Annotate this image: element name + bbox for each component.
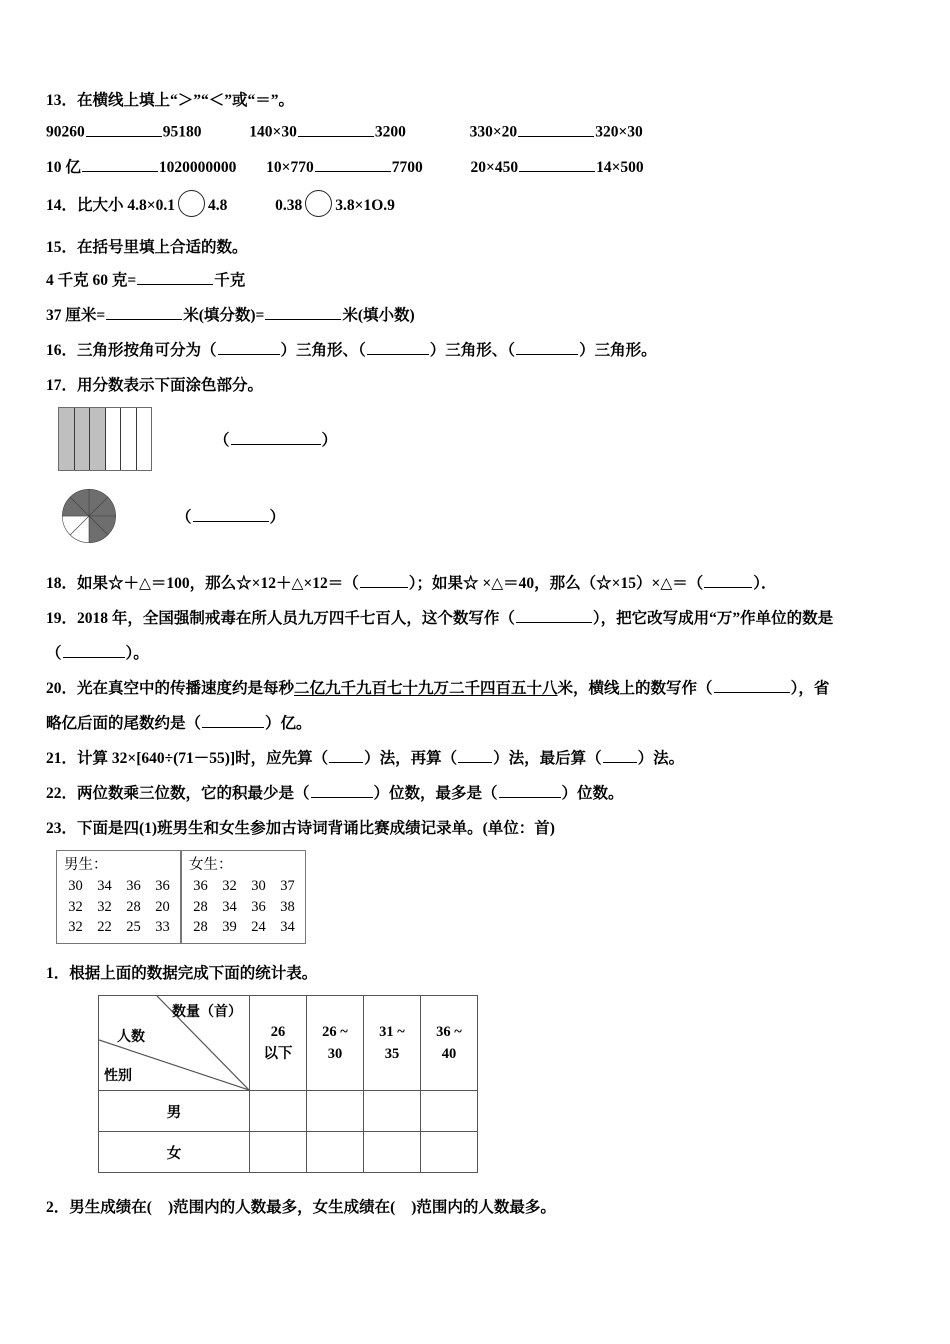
- score-value: 34: [222, 898, 237, 915]
- header-label-amount: 数量（首）: [172, 1005, 242, 1021]
- question-21-number: 21．: [46, 749, 78, 767]
- score-value: 34: [280, 919, 295, 936]
- question-19: [46, 606, 918, 663]
- question-21-text: ）法，最后算（: [493, 749, 602, 767]
- figure-1-answer-group: [214, 428, 337, 450]
- score-value: 20: [155, 898, 170, 915]
- question-13-number: 13．: [46, 92, 78, 109]
- compare-right: 3.8×1O.9: [335, 196, 395, 214]
- question-13-line-1: [46, 121, 918, 142]
- comparison-circle-icon[interactable]: [305, 190, 332, 217]
- answer-blank[interactable]: [519, 156, 595, 172]
- question-18-text: ）．: [753, 574, 777, 592]
- question-13: [46, 88, 918, 177]
- answer-blank[interactable]: [516, 339, 578, 355]
- question-14: [46, 190, 918, 217]
- question-15-number: 15．: [46, 238, 78, 256]
- question-22-number: 22．: [46, 784, 78, 802]
- unit-conversion-right: 米(填小数): [342, 306, 415, 324]
- header-label-count: 人数: [117, 1030, 145, 1046]
- strip-cell: [59, 408, 75, 470]
- answer-blank[interactable]: [106, 304, 182, 320]
- column-header-bottom: 30: [327, 1046, 343, 1063]
- sub-question-1-text: 根据上面的数据完成下面的统计表。: [69, 965, 318, 983]
- table-cell[interactable]: [307, 1091, 364, 1132]
- answer-blank[interactable]: [231, 429, 321, 445]
- question-14-number: 14．: [46, 196, 78, 214]
- column-header-bottom: 35: [384, 1046, 400, 1063]
- question-16-text: ）三角形。: [579, 341, 657, 359]
- header-label-gender: 性别: [104, 1069, 132, 1085]
- question-18-text: ）；如果☆ ×△＝40，那么（☆×15）×△＝（: [408, 574, 704, 592]
- answer-blank[interactable]: [63, 642, 125, 658]
- score-value: 28: [193, 919, 208, 936]
- question-17: [46, 373, 918, 545]
- statistics-table: [98, 995, 478, 1173]
- question-18-number: 18．: [46, 574, 78, 592]
- column-header-top: 36 ~: [436, 1023, 462, 1040]
- question-18: [46, 571, 918, 593]
- girls-score-row: [189, 917, 299, 938]
- question-17-text: 用分数表示下面涂色部分。: [77, 376, 264, 394]
- question-23-prompt: [46, 816, 918, 838]
- question-13-text: 在横线上填上“＞”“＜”或“＝”。: [77, 92, 295, 109]
- compare-right: 14×500: [596, 158, 644, 176]
- boys-score-row: [64, 917, 174, 938]
- paren-close: ）: [269, 508, 286, 526]
- comparison-circle-icon[interactable]: [178, 190, 205, 217]
- column-header-top: 31 ~: [379, 1023, 405, 1040]
- score-value: 24: [251, 919, 266, 936]
- table-cell[interactable]: [250, 1091, 307, 1132]
- answer-blank[interactable]: [603, 747, 637, 763]
- compare-right: 3200: [374, 123, 406, 141]
- score-value: 30: [251, 878, 266, 895]
- diagonal-header-cell: [99, 996, 250, 1091]
- question-23-number: 23．: [46, 819, 78, 837]
- score-value: 39: [222, 919, 237, 936]
- answer-blank[interactable]: [298, 121, 374, 137]
- sub-question-2-text: 男生成绩在(: [69, 1199, 152, 1217]
- row-label-male: 男: [99, 1091, 250, 1132]
- strip-cell: [106, 408, 122, 470]
- figure-2-answer-group: [176, 505, 285, 527]
- question-20-text: 略亿后面的尾数约是（: [46, 714, 202, 732]
- compare-left: 20×450: [470, 158, 519, 176]
- compare-right: 1020000000: [158, 158, 237, 176]
- score-value: 28: [193, 898, 208, 915]
- score-value: 22: [97, 919, 112, 936]
- girls-score-row: [189, 897, 299, 918]
- question-19-text: ）。: [125, 644, 149, 662]
- paren-open: （: [176, 508, 192, 526]
- answer-blank[interactable]: [315, 156, 391, 172]
- answer-blank[interactable]: [714, 677, 790, 693]
- answer-blank[interactable]: [82, 156, 158, 172]
- boys-score-group: [57, 851, 182, 943]
- question-21-text: 计算 32×[640÷(71－55)]时，应先算（: [77, 749, 329, 767]
- answer-blank[interactable]: [202, 712, 264, 728]
- question-16-text: 三角形按角可分为（: [77, 341, 217, 359]
- question-14-text: 比大小: [77, 196, 124, 214]
- answer-blank[interactable]: [193, 506, 269, 522]
- girls-score-row: [189, 876, 299, 897]
- column-header-top: 26: [270, 1023, 286, 1040]
- boys-score-row: [64, 897, 174, 918]
- question-20-text: ），省: [790, 679, 830, 697]
- question-15-line-2: [46, 303, 918, 325]
- score-value: 33: [155, 919, 170, 936]
- score-value: 38: [280, 898, 295, 915]
- column-header-bottom: 以下: [263, 1046, 293, 1063]
- column-header: [364, 996, 421, 1091]
- question-21-text: ）法。: [637, 749, 685, 767]
- question-17-prompt: [46, 373, 918, 395]
- table-cell[interactable]: [421, 1132, 478, 1173]
- compare-left: 140×30: [249, 123, 297, 141]
- question-17-figure-2-row: [60, 487, 918, 545]
- score-value: 36: [251, 898, 266, 915]
- girls-score-group: [182, 851, 305, 943]
- question-15-text: 在括号里填上合适的数。: [77, 238, 248, 256]
- question-19-line-2: [46, 641, 918, 663]
- score-value: 37: [280, 878, 295, 895]
- question-19-text: （: [46, 644, 62, 662]
- unit-conversion-right: 千克: [214, 271, 246, 289]
- score-value: 32: [222, 878, 237, 895]
- table-row: [99, 1132, 478, 1173]
- answer-blank[interactable]: [516, 607, 592, 623]
- compare-left: 10 亿: [46, 158, 81, 176]
- table-cell[interactable]: [421, 1091, 478, 1132]
- question-23: [46, 816, 918, 1217]
- sub-question-1: [46, 961, 918, 983]
- sub-question-2-number: 2．: [46, 1199, 70, 1217]
- answer-blank[interactable]: [367, 339, 429, 355]
- answer-blank[interactable]: [137, 269, 213, 285]
- sub-question-2-text: )范围内的人数最多，女生成绩在(: [167, 1199, 396, 1217]
- score-value: 32: [97, 898, 112, 915]
- question-17-figure-1-row: [58, 407, 918, 471]
- column-header: [250, 996, 307, 1091]
- score-value: 36: [155, 878, 170, 895]
- table-cell[interactable]: [307, 1132, 364, 1173]
- strip-cell: [75, 408, 91, 470]
- table-row: [99, 1091, 478, 1132]
- question-20-underlined-number: 二亿九千九百七十九万二千四百五十八: [294, 679, 558, 697]
- column-header-bottom: 40: [441, 1046, 457, 1063]
- compare-left: 0.38: [275, 196, 303, 214]
- question-14-line: [46, 190, 918, 217]
- question-16-text: ）三角形、（: [429, 341, 516, 359]
- score-value: 25: [126, 919, 141, 936]
- question-22-line: [46, 781, 918, 803]
- compare-left: 90260: [46, 123, 85, 141]
- sub-question-2-text: )范围内的人数最多。: [411, 1199, 556, 1217]
- question-16-line: [46, 338, 918, 360]
- unit-conversion-mid: 米(填分数)=: [183, 306, 265, 324]
- question-18-text: 如果☆＋△＝100，那么☆×12＋△×12＝（: [77, 574, 359, 592]
- sub-question-1-number: 1．: [46, 965, 70, 983]
- score-record-table: [56, 850, 306, 944]
- question-16-text: ）三角形、（: [280, 341, 366, 359]
- answer-blank[interactable]: [458, 747, 492, 763]
- question-16-number: 16．: [46, 341, 78, 359]
- answer-blank[interactable]: [518, 121, 594, 137]
- score-value: 30: [68, 878, 83, 895]
- answer-blank[interactable]: [499, 782, 561, 798]
- worksheet-content: [46, 88, 918, 1217]
- answer-blank[interactable]: [311, 782, 373, 798]
- answer-blank[interactable]: [218, 339, 280, 355]
- score-value: 32: [68, 898, 83, 915]
- strip-cell: [137, 408, 152, 470]
- paren-close: ）: [321, 431, 338, 449]
- question-21: [46, 746, 918, 768]
- question-13-line-2: [46, 155, 918, 177]
- question-20-number: 20．: [46, 679, 78, 697]
- compare-right: 7700: [391, 158, 423, 176]
- question-15: [46, 235, 918, 325]
- score-value: 32: [68, 919, 83, 936]
- question-16: [46, 338, 918, 360]
- question-21-line: [46, 746, 918, 768]
- compare-right: 320×30: [595, 123, 643, 141]
- question-17-number: 17．: [46, 376, 78, 394]
- column-header: [421, 996, 478, 1091]
- question-18-line: [46, 571, 918, 593]
- rectangle-strips-figure: [58, 407, 152, 471]
- question-19-line-1: [46, 606, 918, 628]
- answer-blank[interactable]: [86, 121, 162, 137]
- question-19-text: ），把它改写成用“万”作单位的数是: [592, 609, 834, 627]
- question-22-text: 两位数乘三位数，它的积最少是（: [77, 784, 310, 802]
- girls-title: 女生：: [189, 856, 233, 873]
- boys-score-row: [64, 876, 174, 897]
- circle-sectors-figure: [60, 487, 118, 545]
- question-21-text: ）法，再算（: [364, 749, 458, 767]
- paren-open: （: [214, 431, 230, 449]
- question-22: [46, 781, 918, 803]
- unit-conversion-left: 37 厘米=: [46, 306, 106, 324]
- score-value: 34: [97, 878, 112, 895]
- answer-blank[interactable]: [704, 572, 752, 588]
- girls-rows: [189, 876, 299, 938]
- question-22-text: ）位数，最多是（: [373, 784, 498, 802]
- table-cell[interactable]: [364, 1132, 421, 1173]
- question-20-text: 米，横线上的数写作（: [557, 679, 713, 697]
- strip-cell: [90, 408, 106, 470]
- question-22-text: ）位数。: [561, 784, 624, 802]
- question-20-text: 光在真空中的传播速度约是每秒: [77, 679, 295, 697]
- answer-blank[interactable]: [265, 304, 341, 320]
- answer-blank[interactable]: [360, 572, 408, 588]
- question-13-prompt: [46, 88, 918, 110]
- question-15-prompt: [46, 235, 918, 257]
- question-20: [46, 676, 918, 733]
- question-20-line-1: [46, 676, 918, 698]
- compare-right: 95180: [162, 123, 202, 141]
- score-value: 36: [193, 878, 208, 895]
- row-label-female: 女: [99, 1132, 250, 1173]
- sub-question-2: [46, 1195, 918, 1217]
- question-20-text: ）亿。: [265, 714, 312, 732]
- question-15-line-1: [46, 268, 918, 290]
- column-header: [307, 996, 364, 1091]
- question-19-number: 19．: [46, 609, 78, 627]
- score-value: 28: [126, 898, 141, 915]
- compare-left: 10×770: [266, 158, 314, 176]
- boys-title: 男生：: [64, 856, 108, 873]
- compare-left: 330×20: [469, 123, 518, 141]
- statistics-table-header-row: [99, 996, 478, 1091]
- table-cell[interactable]: [250, 1132, 307, 1173]
- compare-left: 4.8×0.1: [127, 196, 175, 214]
- answer-blank[interactable]: [329, 747, 363, 763]
- question-20-line-2: [46, 711, 918, 733]
- boys-rows: [64, 876, 174, 938]
- compare-right: 4.8: [208, 196, 228, 214]
- unit-conversion-left: 4 千克 60 克=: [46, 271, 137, 289]
- question-19-text: 2018 年，全国强制戒毒在所人员九万四千七百人，这个数写作（: [77, 609, 515, 627]
- column-header-top: 26 ~: [322, 1023, 348, 1040]
- strip-cell: [121, 408, 137, 470]
- table-cell[interactable]: [364, 1091, 421, 1132]
- score-value: 36: [126, 878, 141, 895]
- question-23-text: 下面是四(1)班男生和女生参加古诗词背诵比赛成绩记录单。(单位：首): [77, 819, 555, 837]
